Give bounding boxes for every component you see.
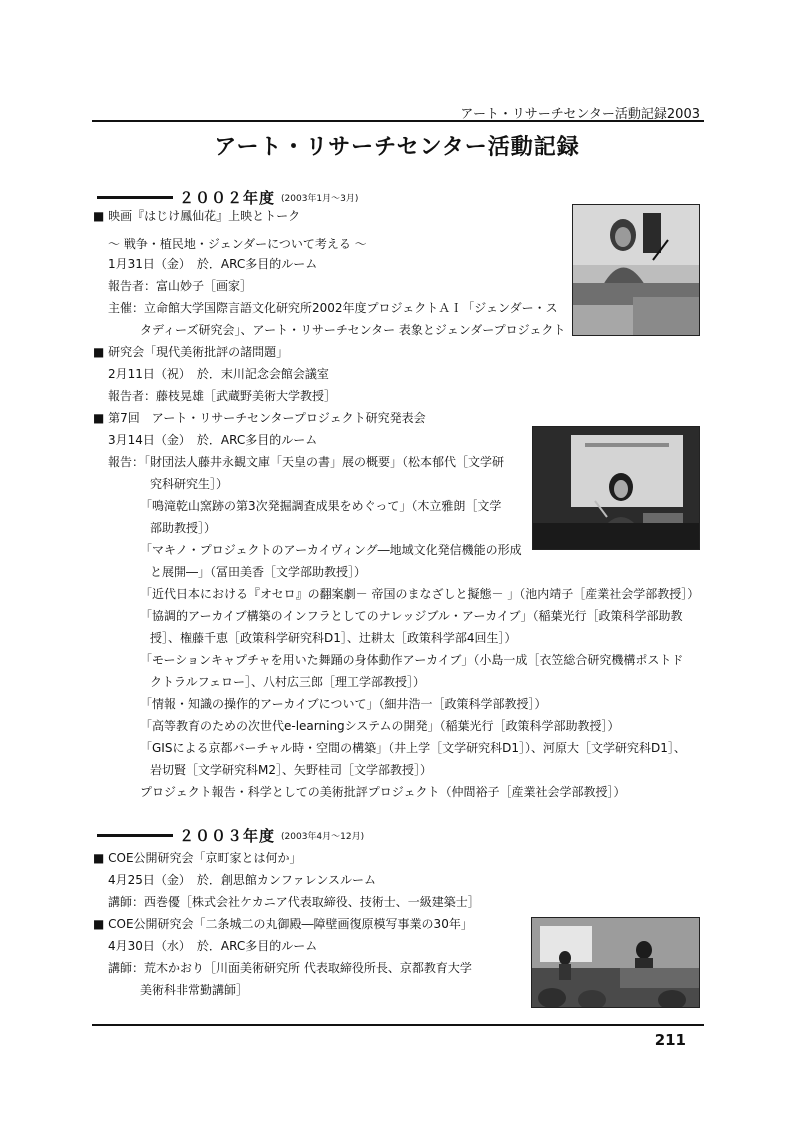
event-organizer: 主催：立命館大学国際言語文化研究所2002年度プロジェクトＡＩ「ジェンダー・ス [108, 301, 558, 315]
section-heading-2002 [97, 186, 358, 208]
lecture-photo [531, 917, 700, 1008]
heading-rule [97, 834, 173, 837]
section-period: (2003年1月～3月) [281, 193, 359, 204]
report-item: 「高等教育のための次世代e-learningシステムの開発」（稲葉光行［政策科学部助教授］） [140, 719, 620, 733]
event-reporter: 報告者：藤枝晃雄［武蔵野美術大学教授］ [108, 389, 337, 403]
event-title: ■ COE公開研究会「二条城二の丸御殿―障壁画復原模写事業の30年」 [93, 917, 473, 931]
event-title: ■ COE公開研究会「京町家とは何か」 [93, 851, 302, 865]
section-heading-2003 [97, 824, 364, 846]
presentation-photo [532, 426, 700, 550]
talk-photo-image [573, 205, 699, 335]
talk-photo [572, 204, 700, 336]
report-item: 「協調的アーカイブ構築のインフラとしてのナレッジブル・アーカイブ」（稲葉光行［政策科学部助教 [140, 609, 683, 623]
event-organizer: タディーズ研究会」、アート・リサーチセンター 表象とジェンダープロジェクト [140, 323, 566, 337]
event-date: 4月30日（水） 於．ARC多目的ルーム [108, 939, 318, 953]
report-item: 「GISによる京都バーチャル時・空間の構築」（井上学［文学研究科D1］）、河原大［文学研究科D1］、 [140, 741, 686, 755]
running-head: アート・リサーチセンター活動記録2003 [460, 107, 700, 122]
report-item: 「マキノ・プロジェクトのアーカイヴィング―地域文化発信機能の形成 [140, 543, 522, 557]
event-subtitle: ～ 戦争・植民地・ジェンダーについて考える ～ [108, 237, 367, 251]
report-item: 部助教授］） [150, 521, 217, 535]
presentation-photo-image [533, 427, 699, 549]
report-item: 「情報・知識の操作的アーカイブについて」（細井浩一［政策科学部教授］） [140, 697, 547, 711]
event-title: ■ 映画『はじけ鳳仙花』上映とトーク [93, 209, 301, 223]
report-item: と展開―」（冨田美香［文学部助教授］） [150, 565, 367, 579]
event-date: 3月14日（金） 於．ARC多目的ルーム [108, 433, 318, 447]
section-period: (2003年4月～12月) [281, 831, 365, 842]
page-number: 211 [654, 1031, 686, 1049]
report-item: 「近代日本における『オセロ』の翻案劇－ 帝国のまなざしと擬態－ 」（池内靖子［産業社会学部教授］） [140, 587, 700, 601]
footer-rule [92, 1024, 704, 1026]
event-date: 4月25日（金） 於．創思館カンファレンスルーム [108, 873, 377, 887]
page-title: アート・リサーチセンター活動記録 [214, 135, 580, 160]
report-item: 究科研究生］） [150, 477, 229, 491]
report-item: 岩切賢［文学研究科M2］、矢野桂司［文学部教授］） [150, 763, 432, 777]
event-lecturer: 講師：西巻優［株式会社ケカニア代表取締役、技術士、一級建築士］ [108, 895, 480, 909]
event-title: ■ 第7回 アート・リサーチセンタープロジェクト研究発表会 [93, 411, 426, 425]
report-item: プロジェクト報告・科学としての美術批評プロジェクト（仲間裕子［産業社会学部教授］） [140, 785, 626, 799]
event-reporter: 報告者：富山妙子［画家］ [108, 279, 253, 293]
report-item: 「モーションキャプチャを用いた舞踊の身体動作アーカイブ」（小島一成［衣笠総合研究機構ポストド [140, 653, 684, 667]
event-lecturer: 美術科非常勤講師］ [140, 983, 249, 997]
event-title: ■ 研究会「現代美術批評の諸問題」 [93, 345, 289, 359]
report-item: 授］、権藤千恵［政策科学研究科D1］、辻耕太［政策科学部4回生］） [150, 631, 517, 645]
event-date: 1月31日（金） 於．ARC多目的ルーム [108, 257, 318, 271]
event-date: 2月11日（祝） 於．末川記念会館会議室 [108, 367, 329, 381]
report-item: 報告：「財団法人藤井永観文庫「天皇の書」展の概要」（松本郁代［文学研 [108, 455, 505, 469]
header-rule [92, 120, 704, 122]
event-lecturer: 講師：荒木かおり［川面美術研究所 代表取締役所長、京都教育大学 [108, 961, 472, 975]
report-item: クトラルフェロー］、八村広三郎［理工学部教授］） [150, 675, 426, 689]
section-year: ２００２年度 [179, 188, 276, 207]
section-year: ２００３年度 [179, 826, 276, 845]
lecture-photo-image [532, 918, 699, 1007]
heading-rule [97, 196, 173, 199]
report-item: 「鳴滝乾山窯跡の第3次発掘調査成果をめぐって」（木立雅朗［文学 [140, 499, 502, 513]
